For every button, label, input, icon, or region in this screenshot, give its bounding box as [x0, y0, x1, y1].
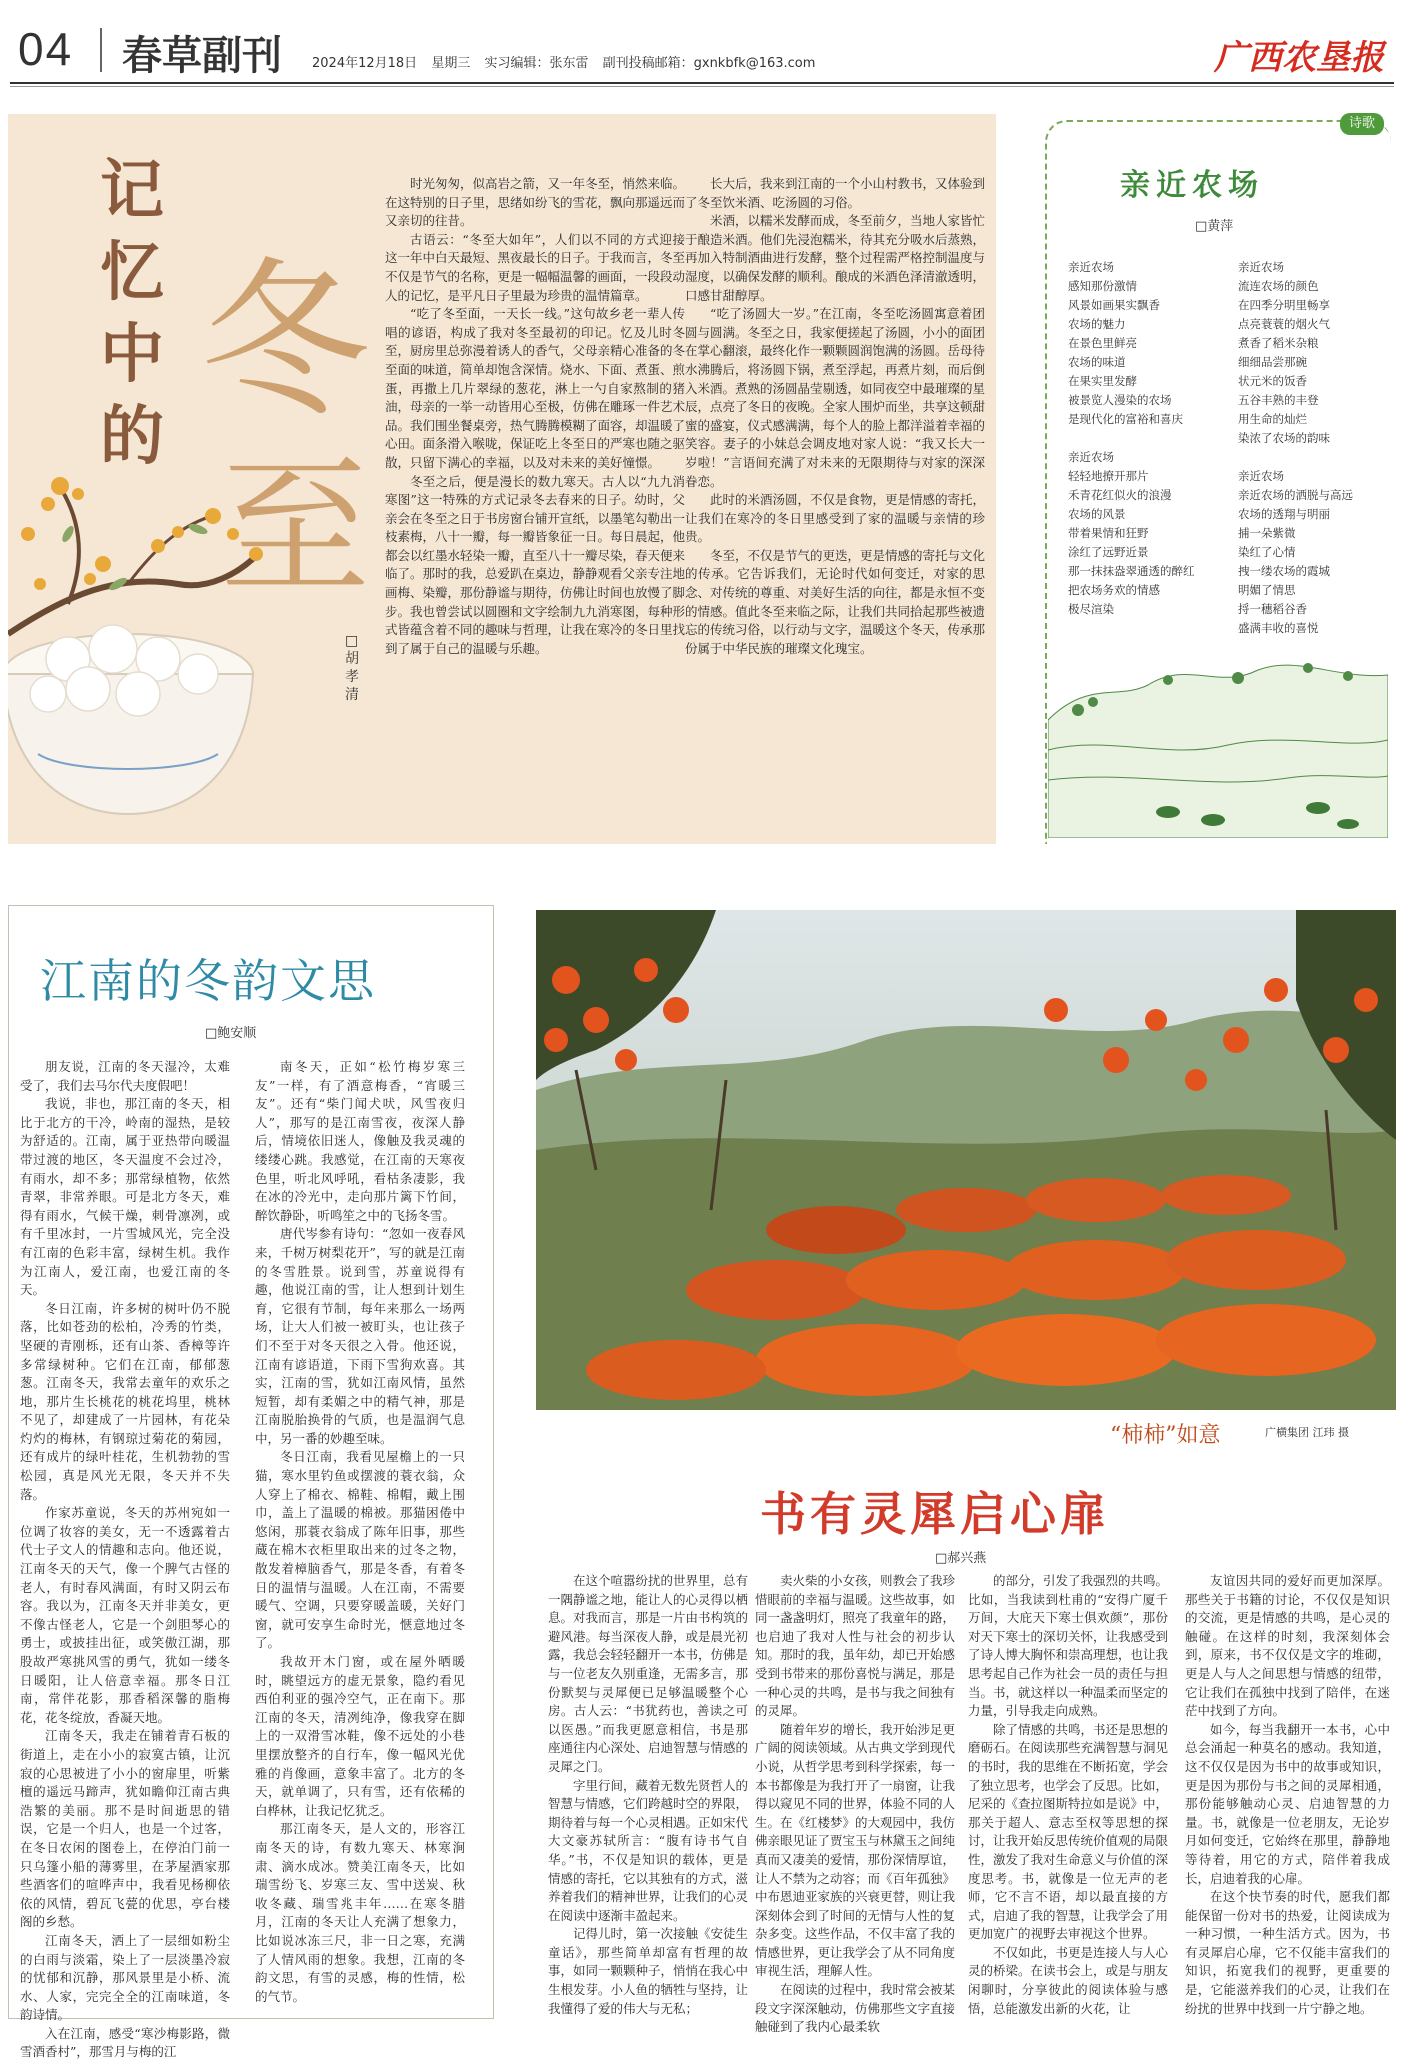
books-article-column-3: [968, 1572, 1168, 2018]
poem-line: 风景如画果实飘香: [1068, 298, 1160, 312]
paragraph: 唐代岑参有诗句：“忽如一夜春风来，千树万树梨花开”，写的就是江南的冬雪胜景。说到雪，苏童说得有趣，他说江南的雪，让人想到计划生育，它很有节制，每年来那么一场两场，让大人们被一被盯头，也让孩子们不至于对冬天很之入骨。他还说，江南有谚语道，下雨下雪狗欢喜。其实，江南的雪，犹如江南风情，虽然短暂，却有柔媚之中的精气神，那是江南脱胎换骨的气质，也是温润气息中，另一番的妙趣至味。: [255, 1226, 465, 1446]
paragraph: “吃了冬至面，一天长一线。”这句故乡老一辈人传唱的谚语，构成了我对冬至最初的印记。忆及儿时冬至，厨房里总弥漫着诱人的香气，父母亲精心准备的冬至面的味道，简单却饱含深情。烧水、下面、煮蛋、煎蛋，再撒上几片翠绿的葱花，淋上一勺自家熬制的猪油，母亲的一举一动皆用心至极，仿佛在雕琢一件艺术品。我们围坐餐桌旁，热气腾腾模糊了面容，却温暖了心田。面条滑入喉咙，保证吃上冬至日的严寒也随之驱散，只留下满心的幸福，以及对未来的美好憧憬。: [385, 306, 686, 470]
paragraph: 时光匆匆，似高岩之箭，又一年冬至，悄然来临。在这特别的日子里，思绪如纷飞的雪花，飘向那遥远而又亲切的往昔。: [385, 176, 686, 229]
poem-line: 轻轻地撩开那片: [1068, 469, 1149, 483]
poem-line: 状元米的饭香: [1238, 374, 1307, 388]
paragraph: 友谊因共同的爱好而更加深厚。那些关于书籍的讨论，不仅仅是知识的交流，更是情感的共鸣，是心灵的触碰。在这样的时刻，我深刻体会到，原来，书不仅仅是文字的堆砌，更是人与人之间思想与情感的纽带，它让我们在孤独中找到了陪伴，在迷茫中找到了方向。: [1185, 1573, 1390, 1719]
paragraph: 除了情感的共鸣，书还是思想的磨砺石。在阅读那些充满智慧与洞见的书时，我的思维在不断拓宽，学会了独立思考，也学会了反思。比如，尼采的《查拉图斯特拉如是说》中，那关于超人、意志至权等思想的探讨，让我开始反思传统价值观的局限性，激发了我对生命意义与价值的深度思考。书，就像是一位无声的老师，它不言不语，却以最直接的方式，启迪了我的智慧，让我学会了用更加宽广的视野去审视这个世界。: [968, 1721, 1169, 1942]
poem-column-left: [1068, 258, 1238, 638]
jiangnan-article-author: □鲍安顺: [205, 1026, 257, 1041]
poem-line: 农场的透翔与明丽: [1238, 507, 1330, 521]
poem-line: 农场的魅力: [1068, 317, 1126, 331]
jiangnan-article-column-2: [255, 1058, 465, 2006]
poem-line: 在景色里鲜亮: [1068, 336, 1137, 350]
poem-line: 把农场务欢的情感: [1068, 583, 1160, 597]
paragraph: 我说，非也，那江南的冬天，相比于北方的干冷，岭南的湿热，是较为舒适的。江南，属于亚热带向暖温带过渡的地区，冬天温度不会过冷，有雨水，却不多；那常绿植物，依然青翠，非常养眼。可是北方冬天，难得有雨水，气候干燥，刺骨凛冽，或有千里冰封，一片雪城风光，完全没有江南的色彩丰富，绿树生机。我作为江南人，爱江南，也爱江南的冬天。: [20, 1096, 230, 1298]
poem-line: 在果实里发酵: [1068, 374, 1137, 388]
poem-line: 亲近农场: [1068, 260, 1114, 274]
paragraph: 作家苏童说，冬天的苏州宛如一位调了妆容的美女，无一不透露着古代士子文人的情趣和志向。他还说，江南冬天的天气，像一个脾气古怪的老人，有时春风满面，有时又阴云布容。我以为，江南冬天并非美女，更不像古怪老人，它是一个剑胆琴心的勇士，或披挂出征，或笑傲江湖，那股故严寒挑风雪的勇气，犹如一缕冬日暖阳，让人倍意幸福。那冬日江南，常伴花影，那香稻深馨的脂梅花，花冬绽放，香凝天地。: [20, 1505, 230, 1725]
poem-line: 染浓了农场的韵味: [1238, 431, 1330, 445]
paragraph: 我故开木门窗，或在屋外晒暖时，眺望远方的虚无景象，隐约看见西伯利亚的强冷空气，正在南下。那江南的冬天，清冽纯净，像我穿在脚上的一双滑雪冰鞋，像不远处的小巷里摆放整齐的自行车，像一幅风光优雅的肖像画，意象丰富了。北方的冬天，就单调了，只有雪，还有依稀的白桦林，让我记忆犹乏。: [255, 1654, 465, 1818]
poem-stanza: [1238, 258, 1404, 448]
poem-line: 禾青花红似火的浪漫: [1068, 488, 1172, 502]
paragraph: 冬日江南，许多树的树叶仍不脱落，比如苍劲的松柏，冷秀的竹类，坚硬的青刚栎，还有山茶、香樟等许多常绿树种。它们在江南，郁郁葱葱。江南冬天，我常去童年的欢乐之地，那片生长桃花的桃花坞里，桃林不见了，却建成了一片园林，有花朵灼灼的梅林，有钢琼过菊花的菊园，还有成片的绿叶桂花，生机勃勃的雪松园，真是风光无限，冬天并不失落。: [20, 1300, 230, 1502]
paragraph: 江南冬天，洒上了一层细如粉尘的白雨与淡霜，染上了一层淡墨冷寂的忧郁和沉静，那风景里是小桥、流水、人家，完完全全的江南味道，冬韵诗情。: [20, 1932, 230, 2023]
paragraph: 南冬天，正如“松竹梅岁寒三友”一样，有了酒意梅香，“宵暖三友”。还有“柴门闻犬吠，风雪夜归人”，那写的是江南雪夜，夜深人静后，情境依旧迷人，像触及我灵魂的缕缕心跳。我感觉，在江南的天寒夜色里，听北风呼吼，看枯条凄影，我在冰的冷光中，走向那片篱下竹间，醉饮静卧，听鸣笙之中的飞扬冬雪。: [255, 1059, 465, 1223]
poem-line: 被景览人漫染的农场: [1068, 393, 1172, 407]
books-article-column-2: [755, 1572, 955, 2037]
header-info: [312, 52, 825, 71]
poem-line: 是现代化的富裕和喜庆: [1068, 412, 1183, 426]
header-rule-thin: [10, 86, 1394, 87]
paragraph: 如今，每当我翻开一本书，心中总会涌起一种莫名的感动。我知道，这不仅仅是因为书中的故事或知识，更是因为那份与书之间的灵犀相通，那份能够触动心灵、启迪智慧的力量。书，就像是一位老朋友，无论岁月如何变迁，它始终在那里，静静地等待着，用它的方式，陪伴着我成长，启迪着我的心扉。: [1185, 1721, 1390, 1886]
poem-line: 亲近农场: [1238, 469, 1284, 483]
poem-line: 那一抹抹盎翠通透的醉红: [1068, 564, 1195, 578]
paragraph: 随着年岁的增长，我开始涉足更广阔的阅读领域。从古典文学到现代小说，从哲学思考到科学探索，每一本书都像是为我打开了一扇窗，让我得以窥见不同的世界，体验不同的人生。在《红楼梦》的大观园中，我仿佛亲眼见证了贾宝玉与林黛玉之间纯真而又凄美的爱情，那份深情厚谊，让人不禁为之动容；而《百年孤独》中布恩迪亚家族的兴衰更替，则让我深刻体会到了时间的无情与人性的复杂多变。这些作品，不仅丰富了我的情感世界，更让我学会了从不同角度审视生活，理解人性。: [755, 1721, 956, 1979]
books-article-column-4: [1185, 1572, 1390, 2018]
winter-article-column-1: [385, 175, 685, 658]
poem-line: 捕一朵紫微: [1238, 526, 1296, 540]
poem-line: 感知那份激情: [1068, 279, 1137, 293]
poem-column-right: [1238, 258, 1404, 657]
paragraph: 那江南冬天，是人文的，形容江南冬天的诗，有数九寒天、林寒涧肃、滴水成冰。赞美江南冬天，比如瑞雪纷飞、岁寒三友、雪中送炭、秋收冬藏、瑞雪兆丰年……在寒冬腊月，江南的冬天让人充满了想象力，比如说冰冻三尺，非一日之寒，充满了人情风雨的想象。我想，江南的冬韵文思，有雪的灵感，梅的性情，松的气节。: [255, 1821, 465, 2004]
poem-stanza: [1238, 467, 1404, 638]
issue-date: 2024年12月18日: [312, 56, 418, 71]
poem-line: 明媚了情思: [1238, 583, 1296, 597]
winter-article-author: □胡孝清: [345, 633, 359, 703]
submission-email: 副刊投稿邮箱：gxnkbfk@163.com: [602, 56, 816, 71]
editor-credit: 实习编辑：张东雷: [484, 56, 589, 71]
paragraph: 字里行间，藏着无数先贤哲人的智慧与情感，它们跨越时空的界限，期待着与每一个心灵相遇。正如宋代大文豪苏轼所言：“腹有诗书气自华。”书，不仅是知识的载体，更是情感的寄托，它以其独有的方式，滋养着我们的精神世界，让我们的心灵在阅读中逐渐丰盈起来。: [548, 1777, 749, 1923]
poem-line: 盛满丰收的喜悦: [1238, 621, 1319, 635]
paragraph: 冬至之后，便是漫长的数九寒天。古人以“九九消寒图”这一特殊的方式记录冬去春来的日子。幼时，父亲会在冬至之日于书房窗台铺开宣纸，以墨笔勾勒出一枝素梅，八十一瓣，每一瓣皆象征一日。每日晨起，他都会以红墨水轻染一瓣，直至八十一瓣尽染，春天便来临了。那时的我，总爱趴在桌边，静静观看父亲专注地画梅、染瓣，那份静谧与期待，仿佛让时间也放慢了脚步。我也曾尝试以圆圈和文字绘制九九消寒图，每种形式皆蕴含着不同的趣味与哲理，让我在寒冷的冬日里找到了属于自己的温暖与乐趣。: [385, 473, 686, 656]
winter-article-column-2: [685, 175, 985, 658]
paragraph: 米酒，以糯米发酵而成，冬至前夕，当地人家皆忙于酿造米酒。他们先浸泡糯米，待其充分吸水后蒸熟，再加入特制酒曲进行发酵，整个过程需严格控制温度与湿度，以确保发酵的顺利。酿成的米酒色泽清澈透明，口感甘甜醇厚。: [685, 213, 986, 303]
calligraphy-char-zhi: 至: [220, 442, 371, 616]
paragraph: 在这个喧嚣纷扰的世界里，总有一隅静谧之地，能让人的心灵得以栖息。对我而言，那是一片由书构筑的避风港。每当深夜人静，或是晨光初露，我总会轻轻翻开一本书，仿佛是与一位老友久别重逢，无需多言，那份默契与灵犀便已足够温暖整个心房。古人云：“书犹药也，善读之可以医愚。”而我更愿意相信，书是那座通往内心深处、启迪智慧与情感的灵犀之门。: [548, 1573, 749, 1774]
calligraphy-char-dong: 冬: [200, 243, 371, 441]
poem-line: 在四季分明里畅享: [1238, 298, 1330, 312]
paragraph: 不仅如此，书更是连接人与人心灵的桥梁。在读书会上，或是与朋友闲聊时，分享彼此的阅读体验与感悟，总能激发出新的火花，让: [968, 1944, 1169, 2016]
poem-title: 亲近农场: [1120, 168, 1264, 203]
poem-category-tag: 诗歌: [1340, 113, 1384, 135]
paragraph: 在这个快节奏的时代，愿我们都能保留一份对书的热爱，让阅读成为一种习惯，一种生活方式。因为，书有灵犀启心扉，它不仅能丰富我们的知识，拓宽我们的视野，更重要的是，它能滋养我们的心灵，让我们在纷扰的世界中找到一片宁静之地。: [1185, 1889, 1390, 2016]
section-title: 春草副刊: [122, 33, 282, 79]
paragraph: 的部分，引发了我强烈的共鸣。比如，当我读到杜甫的“安得广厦千万间，大庇天下寒士俱欢颜”，那份对天下寒士的深切关怀，让我感受到了诗人博大胸怀和崇高理想，也让我思考起自己作为社会一员的责任与担当。书，就这样以一种温柔而坚定的力量，引导我走向成熟。: [968, 1573, 1169, 1719]
paragraph: 入在江南，感受“寒沙梅影路，微雪酒香村”，那雪月与梅的江: [20, 2025, 230, 2060]
poem-line: 农场的味道: [1068, 355, 1126, 369]
paragraph: 此时的米酒汤圆，不仅是食物，更是情感的寄托，让我们在寒冷的冬日里感受到了家的温暖与亲情的珍贵。: [685, 492, 986, 545]
masthead-logo: 广西农垦报: [1214, 38, 1384, 78]
page-number: 04: [18, 23, 74, 75]
paragraph: 长大后，我来到江南的一个小山村教书，又体验到了冬至饮米酒、吃汤圆的习俗。: [685, 176, 986, 210]
books-article-author: □郝兴燕: [935, 1551, 987, 1566]
paragraph: “吃了汤圆大一岁。”在江南，冬至吃汤圆寓意着团圆与圆满。冬至之日，我家便搓起了汤圆，小小的面团在掌心翻滚，最终化作一颗颗圆润饱满的汤圆。岳母待水沸腾后，将汤圆下锅，煮至浮起，再煮片刻，而后倒入米酒。煮熟的汤圆晶莹剔透，如同夜空中最璀璨的星辰，点亮了冬日的夜晚。全家人围炉而坐，共享这顿甜蜜的盛宴，仪式感满满，每个人的脸上都洋溢着幸福的笑容。妻子的小妹总会调皮地对家人说：“我又长大一岁啦！”言语间充满了对未来的无限期待与对家的深深眷恋。: [685, 306, 986, 489]
poem-line: 带着果情和狂野: [1068, 526, 1149, 540]
poem-stanza: [1068, 448, 1238, 619]
poem-author: □黄萍: [1195, 219, 1234, 234]
winter-article-title: 记忆中的: [100, 153, 164, 474]
paragraph: 记得儿时，第一次接触《安徒生童话》，那些简单却富有哲理的故事，如同一颗颗种子，悄悄在我心中生根发芽。小人鱼的牺牲与坚持，让我懂得了爱的伟大与无私；: [548, 1926, 749, 2016]
paragraph: 江南冬天，我走在铺着青石板的街道上，走在小小的寂寞古镇，让沉寂的心思被进了小小的窗扉里，听紫檀的遥远马蹄声，犹如瞻仰江南古典浩繁的美丽。那不是时间逝思的错误，它是一个归人，也是一个过客，在冬日农闲的图卷上，在停泊门前一只乌篷小船的薄雾里，在茅屋酒家那些酒客们的喧哗声中，我看见杨柳依依的风情，碧瓦飞甍的优思，亭台楼阁的乡愁。: [20, 1728, 230, 1930]
poem-line: 细细品尝那碗: [1238, 355, 1307, 369]
farm-illustration: [1048, 640, 1388, 838]
paragraph: 古语云：“冬至大如年”，人们以不同的方式迎接这一年中白天最短、黑夜最长的日子。于我而言，冬至不仅是节气的名称，更是一幅幅温馨的画面，一段段动人的记忆，是平凡日子里最为珍贵的温情篇章。: [385, 231, 686, 303]
header-divider: [100, 28, 102, 72]
poem-line: 亲近农场: [1238, 260, 1284, 274]
photo-caption: “柿柿”如意: [1110, 1423, 1221, 1448]
poem-line: 涂红了远野近景: [1068, 545, 1149, 559]
paragraph: 卖火柴的小女孩，则教会了我珍惜眼前的幸福与温暖。这些故事，如同一盏盏明灯，照亮了我童年的路，也启迪了我对人性与社会的初步认知。那时的我，虽年幼，却已开始感受到书带来的那份喜悦与满足，那是一种心灵的共鸣，是书与我之间独有的灵犀。: [755, 1573, 956, 1719]
poem-line: 五谷丰熟的丰登: [1238, 393, 1319, 407]
poem-line: 捋一穗稻谷香: [1238, 602, 1307, 616]
persimmon-photo: [536, 910, 1396, 1410]
poem-line: 农场的风景: [1068, 507, 1126, 521]
paragraph: 冬日江南，我看见屋檐上的一只猫，寒水里钓鱼或摆渡的蓑衣翁，众人穿上了棉衣、棉鞋、棉帽，戴上围巾，盖上了温暖的棉被。那猫困倦中悠闲，那蓑衣翁成了陈年旧事，那些蔵在棉木衣柜里取出来的过冬之物，散发着樟脑香气，那是冬香，有着冬日的温情与温暖。人在江南，不需要暖气、空调，只要穿暖盖暖，关好门窗，就可安享生命时光，惬意地过冬了。: [255, 1449, 465, 1651]
poem-line: 流连农场的颜色: [1238, 279, 1319, 293]
poem-line: 煮香了稻米杂粮: [1238, 336, 1319, 350]
poem-line: 用生命的灿烂: [1238, 412, 1307, 426]
poem-stanza: [1068, 258, 1238, 429]
poem-line: 拽一缕农场的霞城: [1238, 564, 1330, 578]
issue-weekday: 星期三: [431, 56, 471, 71]
jiangnan-article-title: 江南的冬韵文思: [40, 954, 376, 1008]
paragraph: 冬至，不仅是节气的更迭，更是情感的寄托与文化的传承。它告诉我们，无论时代如何变迁，对家的思念、对传统的尊重、对美好生活的向往，都是永恒不变的情感。值此冬至来临之际，让我们共同拾起那些被遗忘的传统习俗，以行动与文字，温暖这个冬天，传承那份属于中华民族的璀璨文化瑰宝。: [685, 547, 986, 656]
books-article-column-1: [548, 1572, 748, 2018]
header-rule: [10, 82, 1394, 84]
paragraph: 朋友说，江南的冬天湿冷，太难受了，我们去马尔代夫度假吧！: [20, 1059, 230, 1093]
poem-line: 极尽渲染: [1068, 602, 1114, 616]
winter-calligraphy-graphic: [190, 200, 380, 620]
poem-line: 亲近农场: [1068, 450, 1114, 464]
jiangnan-article-column-1: [20, 1058, 230, 2062]
paragraph: 在阅读的过程中，我时常会被某段文字深深触动，仿佛那些文字直接触碰到了我内心最柔软: [755, 1982, 956, 2035]
poem-line: 染红了心情: [1238, 545, 1296, 559]
photo-credit: 广横集团 江玮 摄: [1265, 1426, 1349, 1439]
poem-line: 亲近农场的洒脱与高远: [1238, 488, 1353, 502]
books-article-title: 书有灵犀启心扉: [760, 1487, 1110, 1541]
poem-line: 点亮蓑蓑的烟火气: [1238, 317, 1330, 331]
